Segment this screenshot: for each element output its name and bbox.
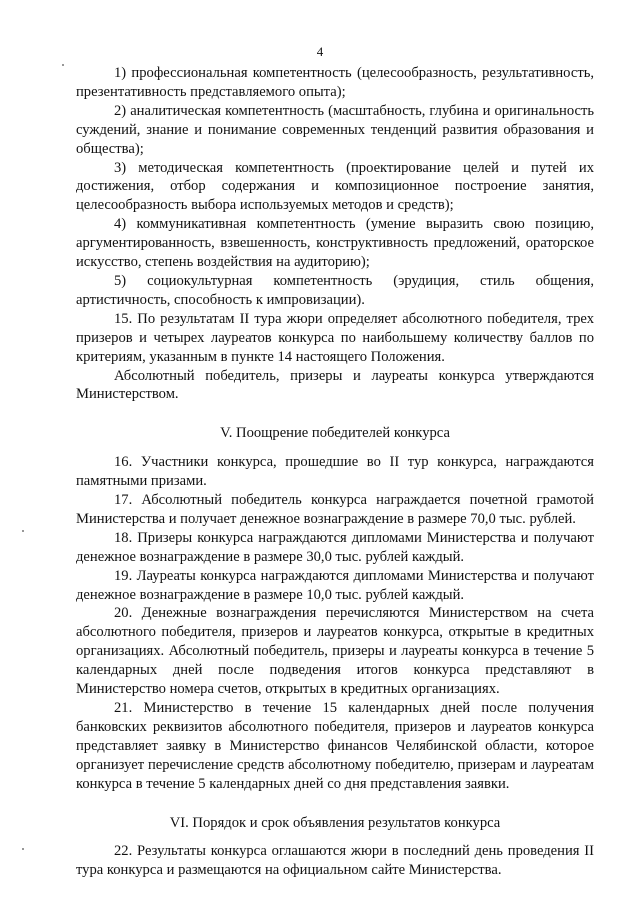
criterion-methodical: 3) методическая компетентность (проектирование целей и путей их достижения, отбор содержания и композиционное построение занятия, целесообразность выбора используемых методов и средств); [76,159,594,214]
section-heading-v: V. Поощрение победителей конкурса [220,425,450,442]
clause-15-approval: Абсолютный победитель, призеры и лауреаты конкурса утверждаются Министерством. [76,367,594,403]
criterion-sociocultural: 5) социокультурная компетентность (эрудиция, стиль общения, артистичность, способность к импровизации). [76,272,594,308]
criterion-analytical: 2) аналитическая компетентность (масштабность, глубина и оригинальность суждений, знание и понимание современных тенденций развития образования и общества); [76,102,594,157]
clause-20: 20. Денежные вознаграждения перечисляются Министерством на счета абсолютного победителя, призеров и лауреатов конкурса, открытые в кредитных организациях. Абсолютный победитель, призеры и лауреаты конкурса в течение 5 календарных дней после подведения итогов конкурса представляют в Министерство номера счетов, открытых в кредитных организациях. [76,605,594,698]
scan-speck [22,848,24,850]
clause-15: 15. По результатам II тура жюри определяет абсолютного победителя, трех призеров и четырех лауреатов конкурса по наибольшему количеству баллов по критериям, указанным в пункте 14 настоящего Положения. [76,310,594,365]
scan-speck [62,64,64,66]
criterion-communicative: 4) коммуникативная компетентность (умение выразить свою позицию, аргументированность, взвешенность, конструктивность предложений, ораторское искусство, степень воздействия на аудиторию); [76,216,594,271]
clause-17: 17. Абсолютный победитель конкурса награждается почетной грамотой Министерства и получает денежное вознаграждение в размере 70,0 тыс. рублей. [76,492,594,527]
clause-21: 21. Министерство в течение 15 календарных дней после получения банковских реквизитов абсолютного победителя, призеров и лауреатов конкурса представляет заявку в Министерство финансов Челябинской области, которое организует перечисление средств абсолютному победителю, призерам и лауреатам конкурса в течение 5 календарных дней со дня представления заявки. [76,700,594,792]
document-body [76,64,594,880]
scan-speck [22,530,24,532]
clause-19: 19. Лауреаты конкурса награждаются дипломами Министерства и получают денежное вознаграждение в размере 10,0 тыс. рублей каждый. [76,567,594,603]
page-number: 4 [316,44,324,59]
clause-16: 16. Участники конкурса, прошедшие во II тур конкурса, награждаются памятными призами. [76,454,594,490]
clause-18: 18. Призеры конкурса награждаются дипломами Министерства и получают денежное вознаграждение в размере 30,0 тыс. рублей каждый. [76,529,594,565]
criterion-professional: 1) профессиональная компетентность (целесообразность, результативность, презентативность представляемого опыта); [76,65,594,100]
clause-22: 22. Результаты конкурса оглашаются жюри в последний день проведения II тура конкурса и размещаются на официальном сайте Министерства. [76,843,594,879]
section-heading-vi: VI. Порядок и срок объявления результатов конкурса [169,814,501,831]
